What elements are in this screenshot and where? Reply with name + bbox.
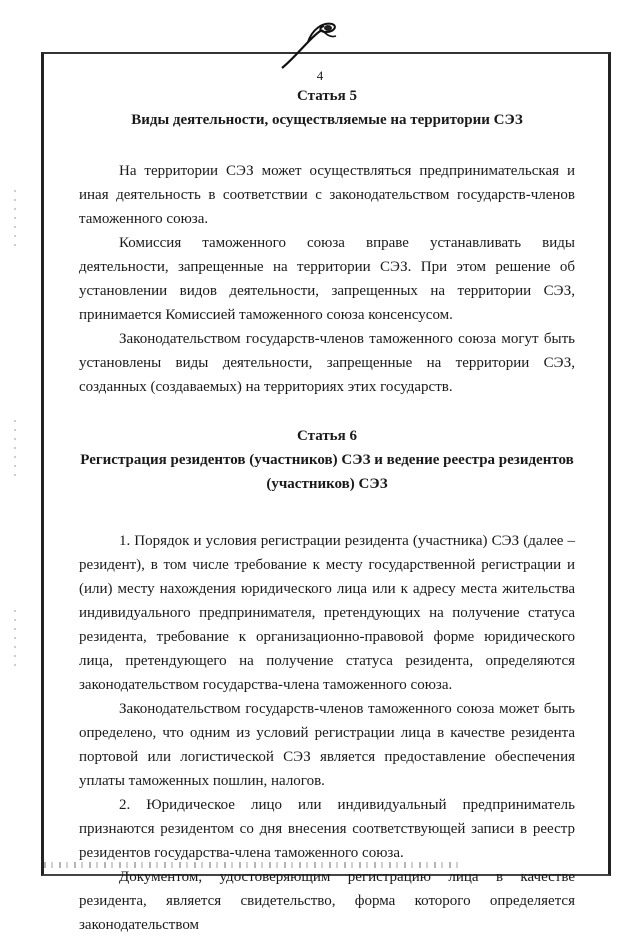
article-5-title: Виды деятельности, осуществляемые на территории СЭЗ	[131, 112, 523, 128]
scan-artifact	[14, 420, 16, 480]
scan-artifact	[44, 862, 464, 868]
article-5-paragraph: На территории СЭЗ может осуществляться предпринимательская и иная деятельность в соответствии с законодательством государств-членов таможенного союза.	[79, 163, 575, 227]
article-5-paragraph: Законодательством государств-членов таможенного союза могут быть установлены виды деятельности, запрещенные на территории СЭЗ, созданных (создаваемых) на территориях этих государств.	[79, 331, 575, 395]
scan-artifact	[14, 190, 16, 250]
scan-artifact	[14, 610, 16, 670]
document-body	[79, 84, 575, 937]
article-5-number: Статья 5	[297, 88, 357, 104]
page-number: 4	[316, 68, 324, 83]
article-5-paragraph: Комиссия таможенного союза вправе устанавливать виды деятельности, запрещенные на территории СЭЗ. При этом решение об установлении видов деятельности, запрещенных на территории СЭЗ, принимается Комиссией таможенного союза консенсусом.	[79, 235, 575, 323]
article-6-paragraph: 1. Порядок и условия регистрации резидента (участника) СЭЗ (далее – резидент), в том числе требование к месту государственной регистрации и (или) месту нахождения юридического лица или к адресу места жительства индивидуального предпринимателя, претендующих на получение статуса резидента, требование к организационно-правовой форме юридического лица, претендующего на получение статуса резидента, определяются законодательством государства-члена таможенного союза.	[79, 533, 575, 693]
article-6-number: Статья 6	[297, 428, 357, 444]
article-6-paragraph: Документом, удостоверяющим регистрацию лица в качестве резидента, является свидетельство, форма которого определяется законодательством	[79, 869, 575, 933]
handwritten-signature	[278, 20, 340, 72]
article-6-paragraph: Законодательством государств-членов таможенного союза может быть определено, что одним из условий регистрации лица в качестве резидента портовой или логистической СЭЗ является предоставление обеспечения уплаты таможенных пошлин, налогов.	[79, 701, 575, 789]
article-6-paragraph: 2. Юридическое лицо или индивидуальный предприниматель признаются резидентом со дня внесения соответствующей записи в реестр резидентов государства-члена таможенного союза.	[79, 797, 575, 861]
article-6-title: Регистрация резидентов (участников) СЭЗ и ведение реестра резидентов (участников) СЭЗ	[80, 452, 574, 492]
